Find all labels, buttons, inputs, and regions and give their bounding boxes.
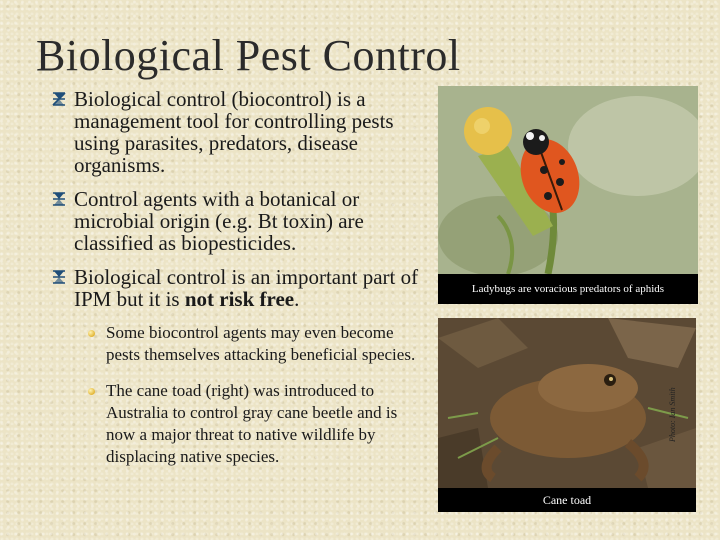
- bullet-list: [48, 88, 428, 468]
- sub-bullet-item: [48, 380, 428, 468]
- photo-credit: Photo: Ian Smith: [668, 387, 677, 442]
- sub-bullet-dot-icon: [88, 330, 95, 337]
- ladybug-caption: Ladybugs are voracious predators of aphids: [438, 274, 698, 304]
- toad-illustration: [438, 318, 696, 488]
- bullet-marker-icon: [52, 192, 66, 206]
- bullet-text: Biological control is an important part of IPM but it is: [74, 265, 419, 311]
- bullet-marker-icon: [52, 92, 66, 106]
- sub-bullet-text: The cane toad (right) was introduced to Australia to control gray cane beetle and is now a major threat to native wildlife by displacing native species.: [106, 381, 398, 466]
- bullet-text: Control agents with a botanical or microbial origin (e.g. Bt toxin) are classified as biopesticides.: [74, 187, 364, 255]
- bullet-emphasis: not risk free: [184, 287, 295, 311]
- slide-title: Biological Pest Control: [36, 31, 461, 80]
- toad-caption: Cane toad: [438, 488, 696, 512]
- sub-bullet-text: Some biocontrol agents may even become pests themselves attacking beneficial species.: [106, 323, 416, 364]
- bullet-item: [48, 188, 428, 254]
- bullet-text: Biological control (biocontrol) is a management tool for controlling pests using parasites, predators, disease organisms.: [74, 87, 394, 177]
- bullet-item: [48, 88, 428, 176]
- sub-bullet-item: [48, 322, 428, 366]
- bullet-text-end: .: [294, 287, 300, 311]
- ladybug-illustration: [438, 86, 698, 274]
- ladybug-photo: [438, 86, 698, 274]
- bullet-marker-icon: [52, 270, 66, 284]
- toad-photo: [438, 318, 696, 488]
- bullet-item: [48, 266, 428, 310]
- sub-bullet-dot-icon: [88, 388, 95, 395]
